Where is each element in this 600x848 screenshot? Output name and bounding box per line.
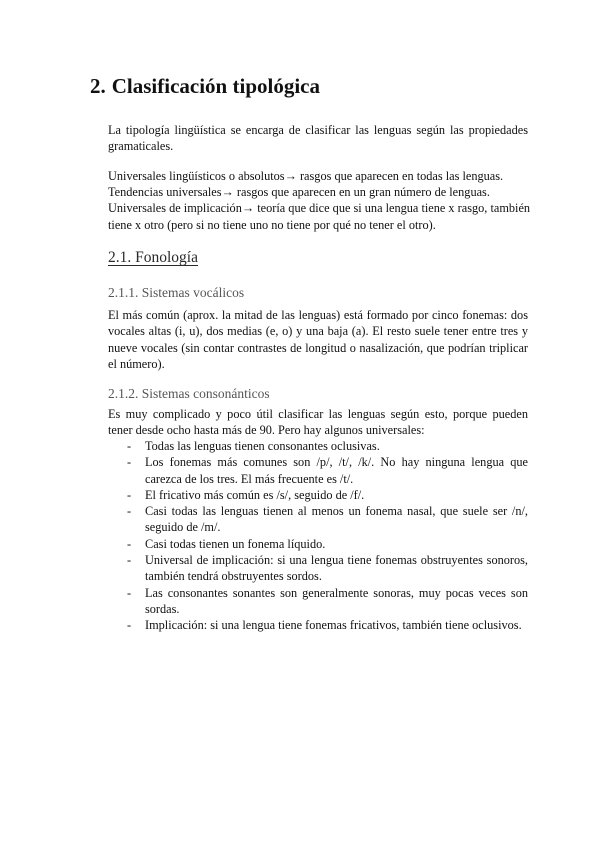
list-item: [108, 503, 528, 536]
vowel-systems-paragraph: El más común (aprox. la mitad de las lenguas) está formado por cinco fonemas: dos vocales altas (i, u), dos medias (e, o) y una baja (a). El resto suele tener entre tres y nueve vocales (sin contar contrastes de longitud o nasalización, que podrían triplicar el número).: [108, 308, 528, 371]
list-item: [108, 552, 528, 585]
definition-absolute-universals: Universales lingüísticos o absolutos→ rasgos que aparecen en todas las lenguas.: [108, 169, 504, 183]
heading-vowel-systems: 2.1.1. Sistemas vocálicos: [108, 285, 245, 300]
list-item-text: Universal de implicación: si una lengua tiene fonemas obstruyentes sonoros, también tendrá obstruyentes sordos.: [145, 553, 528, 584]
intro-paragraph: La tipología lingüística se encarga de clasificar las lenguas según las propiedades gramaticales.: [108, 123, 528, 153]
heading-consonant-systems: 2.1.2. Sistemas consonánticos: [108, 386, 270, 401]
subsection-heading-phonology: 2.1. Fonología: [108, 249, 198, 266]
consonant-universals-list: [108, 438, 528, 634]
list-item: [108, 617, 528, 633]
section-heading: [90, 74, 320, 99]
section-number: 2.: [90, 74, 106, 98]
bullet-dash: -: [127, 553, 132, 568]
list-item-text: Casi todas tienen un fonema líquido.: [145, 536, 326, 551]
bullet-dash: -: [127, 487, 132, 502]
bullet-dash: -: [127, 455, 132, 470]
definitions-block: [108, 168, 538, 233]
list-item-text: Todas las lenguas tienen consonantes oclusivas.: [145, 439, 380, 453]
list-item-text: El fricativo más común es /s/, seguido de /f/.: [145, 487, 365, 502]
section-title: Clasificación tipológica: [111, 74, 320, 98]
list-item-text: Implicación: si una lengua tiene fonemas fricativos, también tiene oclusivos.: [145, 618, 522, 633]
bullet-dash: -: [127, 585, 132, 600]
definition-implicational-universals: Universales de implicación→ teoría que dice que si una lengua tiene x rasgo, también tiene x otro (pero si no tiene uno no tiene por qué no tener el otro).: [108, 201, 531, 232]
list-item: [108, 536, 528, 552]
bullet-dash: -: [127, 504, 132, 519]
bullet-dash: -: [127, 618, 132, 633]
consonant-systems-paragraph: Es muy complicado y poco útil clasificar las lenguas según esto, porque pueden tener desde ocho hasta más de 90. Pero hay algunos universales:: [108, 407, 528, 438]
bullet-dash: -: [127, 536, 132, 551]
list-item: [108, 585, 528, 618]
list-item: [108, 454, 528, 487]
definition-universal-tendencies: Tendencias universales→ rasgos que aparecen en un gran número de lenguas.: [108, 185, 490, 200]
bullet-dash: -: [127, 439, 132, 453]
list-item-text: Los fonemas más comunes son /p/, /t/, /k/. No hay ninguna lengua que carezca de los tres. El más frecuente es /t/.: [145, 455, 528, 486]
list-item-text: Casi todas las lenguas tienen al menos un fonema nasal, que suele ser /n/, seguido de /m/.: [145, 504, 528, 535]
list-item: [108, 487, 528, 503]
list-item: [108, 438, 528, 454]
list-item-text: Las consonantes sonantes son generalmente sonoras, muy pocas veces son sordas.: [145, 585, 528, 616]
